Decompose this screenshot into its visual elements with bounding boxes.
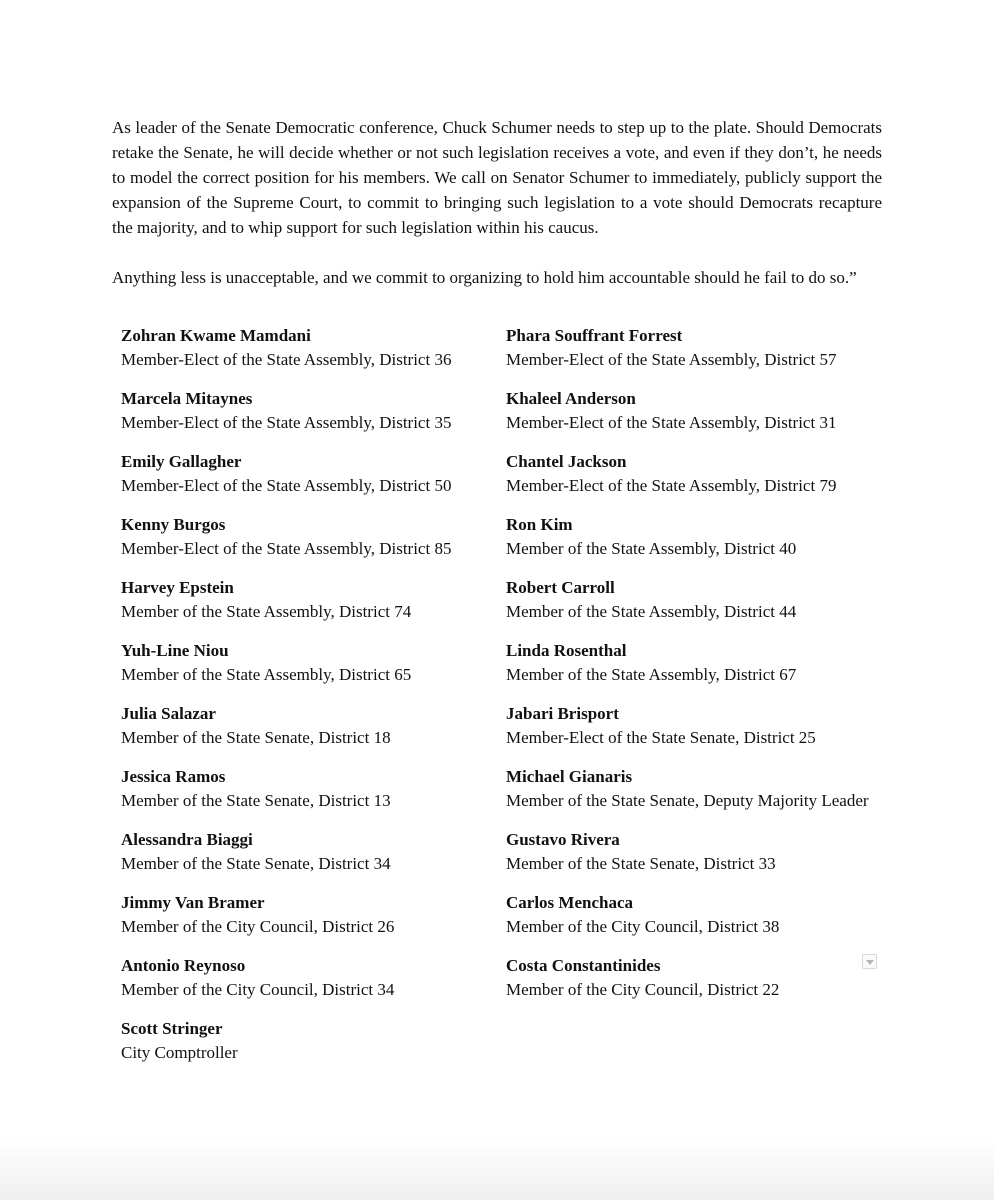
signatory-title: Member-Elect of the State Assembly, District 85 bbox=[121, 539, 452, 558]
signatory-name: Alessandra Biaggi bbox=[121, 830, 253, 849]
signatory-title: Member of the City Council, District 26 bbox=[121, 917, 395, 936]
signatory bbox=[506, 702, 906, 765]
page-bottom-shadow bbox=[0, 1140, 994, 1200]
signatory-name: Marcela Mitaynes bbox=[121, 389, 253, 408]
signatory bbox=[121, 765, 491, 828]
signatory bbox=[506, 576, 906, 639]
signatory-title: Member of the City Council, District 38 bbox=[506, 917, 780, 936]
signatory-title: Member-Elect of the State Assembly, District 50 bbox=[121, 476, 452, 495]
signatory-name: Gustavo Rivera bbox=[506, 830, 620, 849]
signatory bbox=[506, 639, 906, 702]
row-dropdown-button[interactable] bbox=[862, 954, 877, 969]
signatory-name: Emily Gallagher bbox=[121, 452, 242, 471]
signatories-left-column bbox=[121, 324, 491, 1080]
signatory-name: Kenny Burgos bbox=[121, 515, 226, 534]
signatory-name: Scott Stringer bbox=[121, 1019, 223, 1038]
signatory-name: Carlos Menchaca bbox=[506, 893, 634, 912]
signatory-name: Michael Gianaris bbox=[506, 767, 633, 786]
signatory bbox=[121, 513, 491, 576]
signatory-title: Member-Elect of the State Assembly, District 31 bbox=[506, 413, 837, 432]
signatory bbox=[506, 450, 906, 513]
signatory-title: Member of the State Assembly, District 65 bbox=[121, 665, 412, 684]
signatory-name: Ron Kim bbox=[506, 515, 573, 534]
signatory bbox=[506, 828, 906, 891]
signatories-right-column bbox=[506, 324, 906, 1017]
signatory-name: Robert Carroll bbox=[506, 578, 615, 597]
signatory-name: Costa Constantinides bbox=[506, 956, 661, 975]
signatory-title: Member-Elect of the State Senate, District 25 bbox=[506, 728, 816, 747]
signatory bbox=[121, 387, 491, 450]
signatory-name: Jabari Brisport bbox=[506, 704, 619, 723]
signatory bbox=[506, 387, 906, 450]
signatory-title: Member of the City Council, District 22 bbox=[506, 980, 780, 999]
closing-paragraph: Anything less is unacceptable, and we commit to organizing to hold him accountable should he fail to do so.” bbox=[112, 268, 857, 287]
signatory bbox=[121, 702, 491, 765]
signatory bbox=[121, 954, 491, 1017]
signatory bbox=[121, 891, 491, 954]
signatory-title: Member of the State Assembly, District 40 bbox=[506, 539, 797, 558]
signatory-name: Chantel Jackson bbox=[506, 452, 627, 471]
signatory bbox=[121, 576, 491, 639]
body-paragraph: As leader of the Senate Democratic conference, Chuck Schumer needs to step up to the plate. Should Democrats retake the Senate, he will decide whether or not such legislation receives a vote, and even if they don’t, he needs to model the correct position for his members. We call on Senator Schumer to immediately, publicly support the expansion of the Supreme Court, to commit to bringing such legislation to a vote should Democrats recapture the majority, and to whip support for such legislation within his caucus. bbox=[112, 118, 882, 237]
signatory bbox=[121, 1017, 491, 1080]
signatory-title: Member of the State Assembly, District 67 bbox=[506, 665, 797, 684]
signatory-title: Member of the State Assembly, District 74 bbox=[121, 602, 412, 621]
signatory-name: Zohran Kwame Mamdani bbox=[121, 326, 311, 345]
signatory-title: Member of the State Assembly, District 44 bbox=[506, 602, 797, 621]
signatory-title: Member of the City Council, District 34 bbox=[121, 980, 395, 999]
signatory-name: Julia Salazar bbox=[121, 704, 216, 723]
signatory-name: Jimmy Van Bramer bbox=[121, 893, 265, 912]
signatory-name: Khaleel Anderson bbox=[506, 389, 636, 408]
signatory-name: Phara Souffrant Forrest bbox=[506, 326, 683, 345]
signatory bbox=[121, 639, 491, 702]
signatory-title: Member of the State Senate, District 33 bbox=[506, 854, 776, 873]
signatory bbox=[506, 324, 906, 387]
signatory-title: Member of the State Senate, District 34 bbox=[121, 854, 391, 873]
signatory-title: Member-Elect of the State Assembly, District 57 bbox=[506, 350, 837, 369]
chevron-down-icon bbox=[866, 960, 874, 965]
signatory-title: Member-Elect of the State Assembly, District 35 bbox=[121, 413, 452, 432]
signatory-title: City Comptroller bbox=[121, 1043, 238, 1062]
signatory-title: Member of the State Senate, Deputy Majority Leader bbox=[506, 791, 869, 810]
signatory-name: Harvey Epstein bbox=[121, 578, 234, 597]
signatory-title: Member-Elect of the State Assembly, District 79 bbox=[506, 476, 837, 495]
signatory bbox=[506, 765, 906, 828]
signatory-name: Linda Rosenthal bbox=[506, 641, 627, 660]
signatory-name: Jessica Ramos bbox=[121, 767, 226, 786]
signatory-name: Antonio Reynoso bbox=[121, 956, 246, 975]
signatory bbox=[121, 324, 491, 387]
signatory bbox=[506, 954, 906, 1017]
signatory-name: Yuh-Line Niou bbox=[121, 641, 229, 660]
signatory bbox=[506, 891, 906, 954]
signatory-title: Member of the State Senate, District 13 bbox=[121, 791, 391, 810]
signatory bbox=[506, 513, 906, 576]
signatory-title: Member-Elect of the State Assembly, District 36 bbox=[121, 350, 452, 369]
signatory-title: Member of the State Senate, District 18 bbox=[121, 728, 391, 747]
signatory bbox=[121, 828, 491, 891]
signatory bbox=[121, 450, 491, 513]
